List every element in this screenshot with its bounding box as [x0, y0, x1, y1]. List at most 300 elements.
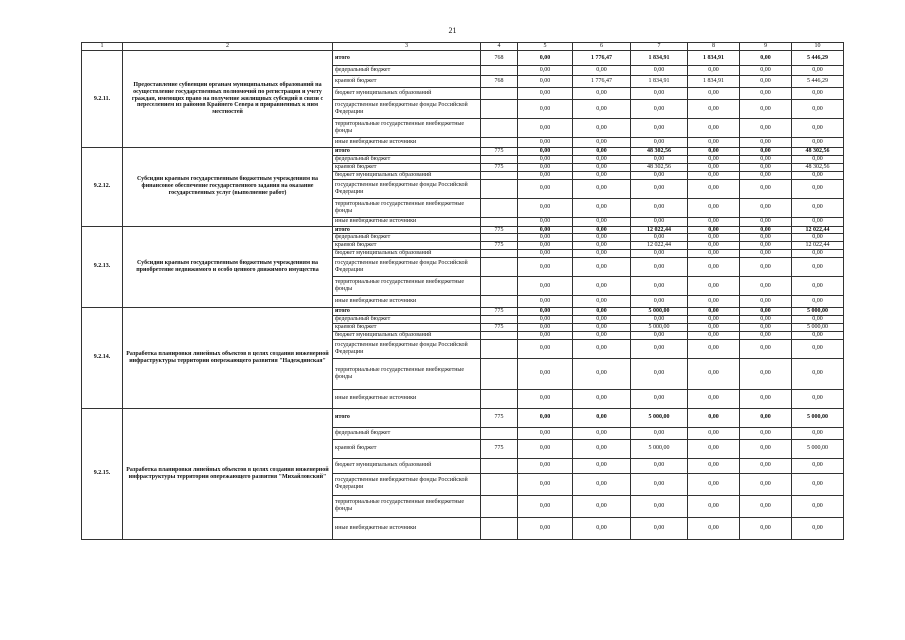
value-cell: 0,00: [688, 389, 740, 408]
value-cell: 0,00: [688, 277, 740, 296]
budget-code: [481, 316, 518, 324]
value-cell: 0,00: [518, 88, 573, 100]
value-cell: 0,00: [740, 242, 792, 250]
value-cell: 0,00: [740, 358, 792, 389]
value-cell: 1 776,47: [573, 76, 631, 88]
value-cell: 0,00: [518, 171, 573, 179]
value-cell: 0,00: [740, 138, 792, 148]
value-cell: 0,00: [688, 473, 740, 495]
value-cell: 0,00: [740, 51, 792, 66]
value-cell: 0,00: [631, 495, 688, 517]
funding-source: территориальные государственные внебюджетные фонды: [333, 198, 481, 217]
budget-code: 775: [481, 148, 518, 156]
value-cell: 1 776,47: [573, 51, 631, 66]
funding-source: краевой бюджет: [333, 163, 481, 171]
value-cell: 0,00: [573, 234, 631, 242]
value-cell: 0,00: [740, 389, 792, 408]
value-cell: 5 446,29: [792, 76, 844, 88]
budget-code: 768: [481, 51, 518, 66]
value-cell: 0,00: [573, 277, 631, 296]
value-cell: 0,00: [792, 258, 844, 277]
value-cell: 0,00: [573, 88, 631, 100]
budget-code: [481, 358, 518, 389]
value-cell: 0,00: [573, 226, 631, 234]
funding-source: иные внебюджетные источники: [333, 517, 481, 539]
value-cell: 0,00: [740, 88, 792, 100]
value-cell: 0,00: [688, 408, 740, 427]
item-name: Субсидии краевым государственным бюджетным учреждениям на приобретение недвижимого и особо ценного движимого имущества: [123, 226, 333, 308]
value-cell: 0,00: [573, 258, 631, 277]
budget-code: [481, 100, 518, 119]
value-cell: 0,00: [631, 66, 688, 76]
funding-source: государственные внебюджетные фонды Российской Федерации: [333, 339, 481, 358]
value-cell: 0,00: [792, 198, 844, 217]
value-cell: 0,00: [631, 198, 688, 217]
value-cell: 0,00: [740, 495, 792, 517]
funding-source: итого: [333, 51, 481, 66]
value-cell: 48 302,56: [792, 163, 844, 171]
table-body: [82, 51, 844, 540]
item-name: Разработка планировки линейных объектов в целях создания инженерной инфраструктуры территории опережающего развития "Надеждинская": [123, 308, 333, 409]
value-cell: 0,00: [740, 408, 792, 427]
funding-source: федеральный бюджет: [333, 427, 481, 439]
value-cell: 0,00: [792, 250, 844, 258]
value-cell: 0,00: [740, 217, 792, 226]
budget-code: 775: [481, 242, 518, 250]
value-cell: 0,00: [518, 296, 573, 308]
value-cell: 5 000,00: [631, 439, 688, 458]
value-cell: 0,00: [631, 517, 688, 539]
value-cell: 0,00: [573, 331, 631, 339]
funding-source: итого: [333, 148, 481, 156]
value-cell: 0,00: [631, 358, 688, 389]
value-cell: 0,00: [631, 427, 688, 439]
value-cell: 0,00: [518, 408, 573, 427]
value-cell: 5 000,00: [631, 408, 688, 427]
item-number: 9.2.14.: [82, 308, 123, 409]
value-cell: 0,00: [631, 331, 688, 339]
value-cell: 0,00: [573, 323, 631, 331]
funding-source: бюджет муниципальных образований: [333, 458, 481, 473]
value-cell: 0,00: [573, 408, 631, 427]
table-row: [82, 51, 844, 66]
value-cell: 12 022,44: [631, 242, 688, 250]
value-cell: 0,00: [740, 427, 792, 439]
value-cell: 0,00: [518, 389, 573, 408]
value-cell: 5 000,00: [631, 308, 688, 316]
value-cell: 0,00: [688, 163, 740, 171]
value-cell: 0,00: [792, 88, 844, 100]
value-cell: 0,00: [688, 323, 740, 331]
value-cell: 0,00: [631, 316, 688, 324]
value-cell: 12 022,44: [792, 242, 844, 250]
value-cell: 1 834,91: [688, 51, 740, 66]
table-row: [82, 148, 844, 156]
budget-code: [481, 277, 518, 296]
funding-source: иные внебюджетные источники: [333, 138, 481, 148]
funding-source: итого: [333, 408, 481, 427]
budget-code: [481, 88, 518, 100]
value-cell: 0,00: [631, 100, 688, 119]
value-cell: 0,00: [518, 427, 573, 439]
value-cell: 0,00: [573, 198, 631, 217]
value-cell: 0,00: [573, 427, 631, 439]
value-cell: 0,00: [688, 458, 740, 473]
budget-code: [481, 155, 518, 163]
header-cell: 8: [688, 43, 740, 51]
value-cell: 0,00: [740, 179, 792, 198]
value-cell: 0,00: [688, 250, 740, 258]
value-cell: 0,00: [631, 171, 688, 179]
value-cell: 0,00: [573, 358, 631, 389]
value-cell: 0,00: [740, 100, 792, 119]
header-cell: 3: [333, 43, 481, 51]
funding-source: бюджет муниципальных образований: [333, 331, 481, 339]
header-cell: 2: [123, 43, 333, 51]
budget-code: [481, 234, 518, 242]
value-cell: 0,00: [688, 171, 740, 179]
value-cell: 0,00: [792, 427, 844, 439]
budget-code: [481, 473, 518, 495]
value-cell: 0,00: [688, 179, 740, 198]
value-cell: 0,00: [573, 217, 631, 226]
value-cell: 0,00: [518, 323, 573, 331]
value-cell: 0,00: [688, 339, 740, 358]
value-cell: 0,00: [792, 277, 844, 296]
value-cell: 0,00: [688, 198, 740, 217]
value-cell: 0,00: [573, 389, 631, 408]
value-cell: 0,00: [518, 100, 573, 119]
value-cell: 0,00: [792, 389, 844, 408]
funding-source: иные внебюджетные источники: [333, 389, 481, 408]
value-cell: 0,00: [792, 473, 844, 495]
value-cell: 0,00: [573, 148, 631, 156]
value-cell: 0,00: [518, 473, 573, 495]
value-cell: 0,00: [573, 155, 631, 163]
value-cell: 0,00: [631, 458, 688, 473]
value-cell: 0,00: [518, 66, 573, 76]
funding-source: краевой бюджет: [333, 439, 481, 458]
value-cell: 0,00: [518, 250, 573, 258]
budget-code: [481, 427, 518, 439]
value-cell: 0,00: [792, 171, 844, 179]
value-cell: 0,00: [792, 138, 844, 148]
value-cell: 0,00: [518, 258, 573, 277]
funding-source: иные внебюджетные источники: [333, 296, 481, 308]
budget-code: 768: [481, 76, 518, 88]
value-cell: 0,00: [792, 458, 844, 473]
header-cell: 5: [518, 43, 573, 51]
value-cell: 0,00: [518, 148, 573, 156]
value-cell: 0,00: [688, 517, 740, 539]
value-cell: 48 302,56: [631, 163, 688, 171]
value-cell: 0,00: [740, 155, 792, 163]
value-cell: 0,00: [740, 296, 792, 308]
value-cell: 0,00: [740, 148, 792, 156]
value-cell: 0,00: [688, 296, 740, 308]
value-cell: 0,00: [740, 277, 792, 296]
value-cell: 0,00: [792, 331, 844, 339]
value-cell: 0,00: [573, 100, 631, 119]
value-cell: 0,00: [631, 389, 688, 408]
value-cell: 0,00: [792, 296, 844, 308]
value-cell: 0,00: [631, 250, 688, 258]
value-cell: 0,00: [573, 171, 631, 179]
value-cell: 0,00: [518, 179, 573, 198]
value-cell: 0,00: [573, 316, 631, 324]
value-cell: 0,00: [740, 517, 792, 539]
funding-source: краевой бюджет: [333, 242, 481, 250]
funding-source: государственные внебюджетные фонды Российской Федерации: [333, 258, 481, 277]
value-cell: 0,00: [631, 339, 688, 358]
value-cell: 0,00: [518, 119, 573, 138]
value-cell: 0,00: [573, 296, 631, 308]
value-cell: 0,00: [518, 234, 573, 242]
value-cell: 0,00: [688, 100, 740, 119]
value-cell: 0,00: [792, 66, 844, 76]
budget-code: 775: [481, 308, 518, 316]
funding-source: федеральный бюджет: [333, 66, 481, 76]
value-cell: 0,00: [518, 163, 573, 171]
value-cell: 0,00: [573, 517, 631, 539]
value-cell: 0,00: [573, 308, 631, 316]
budget-code: [481, 296, 518, 308]
value-cell: 0,00: [518, 155, 573, 163]
funding-source: территориальные государственные внебюджетные фонды: [333, 277, 481, 296]
value-cell: 0,00: [688, 226, 740, 234]
budget-code: [481, 138, 518, 148]
value-cell: 0,00: [518, 138, 573, 148]
value-cell: 0,00: [688, 217, 740, 226]
item-name: Разработка планировки линейных объектов в целях создания инженерной инфраструктуры территории опережающего развития "Михайловский": [123, 408, 333, 539]
value-cell: 0,00: [740, 119, 792, 138]
value-cell: 0,00: [688, 258, 740, 277]
value-cell: 0,00: [740, 339, 792, 358]
funding-source: государственные внебюджетные фонды Российской Федерации: [333, 100, 481, 119]
value-cell: 0,00: [740, 308, 792, 316]
value-cell: 0,00: [688, 148, 740, 156]
header-cell: 4: [481, 43, 518, 51]
header-cell: 6: [573, 43, 631, 51]
value-cell: 0,00: [792, 495, 844, 517]
value-cell: 0,00: [792, 358, 844, 389]
funding-source: федеральный бюджет: [333, 316, 481, 324]
value-cell: 0,00: [573, 163, 631, 171]
value-cell: 48 302,56: [631, 148, 688, 156]
value-cell: 5 000,00: [792, 323, 844, 331]
funding-source: территориальные государственные внебюджетные фонды: [333, 358, 481, 389]
funding-source: федеральный бюджет: [333, 234, 481, 242]
value-cell: 0,00: [688, 427, 740, 439]
budget-code: [481, 198, 518, 217]
item-number: 9.2.12.: [82, 148, 123, 227]
funding-source: краевой бюджет: [333, 323, 481, 331]
value-cell: 0,00: [740, 458, 792, 473]
value-cell: 0,00: [573, 242, 631, 250]
header-cell: 9: [740, 43, 792, 51]
funding-source: территориальные государственные внебюджетные фонды: [333, 119, 481, 138]
funding-source: бюджет муниципальных образований: [333, 88, 481, 100]
value-cell: 0,00: [792, 119, 844, 138]
budget-code: [481, 66, 518, 76]
value-cell: 0,00: [518, 76, 573, 88]
value-cell: 0,00: [518, 339, 573, 358]
value-cell: 1 834,91: [688, 76, 740, 88]
value-cell: 12 022,44: [792, 226, 844, 234]
value-cell: 0,00: [518, 458, 573, 473]
value-cell: 0,00: [518, 358, 573, 389]
value-cell: 0,00: [740, 331, 792, 339]
value-cell: 0,00: [688, 155, 740, 163]
value-cell: 0,00: [688, 119, 740, 138]
item-name: Субсидии краевым государственным бюджетным учреждениям на финансовое обеспечение государственного задания на оказание государственных услуг (выполнение работ): [123, 148, 333, 227]
value-cell: 0,00: [792, 179, 844, 198]
value-cell: 0,00: [792, 234, 844, 242]
value-cell: 5 000,00: [792, 408, 844, 427]
budget-code: [481, 517, 518, 539]
value-cell: 0,00: [631, 138, 688, 148]
budget-table: [81, 42, 844, 540]
value-cell: 0,00: [740, 198, 792, 217]
value-cell: 0,00: [740, 473, 792, 495]
value-cell: 5 000,00: [792, 439, 844, 458]
budget-code: [481, 119, 518, 138]
value-cell: 1 834,91: [631, 51, 688, 66]
value-cell: 0,00: [573, 250, 631, 258]
value-cell: 0,00: [573, 495, 631, 517]
value-cell: 0,00: [518, 277, 573, 296]
value-cell: 0,00: [518, 217, 573, 226]
value-cell: 0,00: [631, 296, 688, 308]
page-number: 21: [448, 26, 457, 35]
budget-code: [481, 495, 518, 517]
header-cell: 1: [82, 43, 123, 51]
budget-code: 775: [481, 226, 518, 234]
value-cell: 0,00: [688, 242, 740, 250]
value-cell: 0,00: [792, 339, 844, 358]
budget-code: [481, 389, 518, 408]
value-cell: 0,00: [792, 316, 844, 324]
item-name: Предоставление субвенции органам муниципальных образований на осуществление государственных полномочий по регистрации и учету граждан, имеющих право на получение жилищных субсидий в связи с переселением из районов Крайнего Севера и приравненных к ним местностей: [123, 51, 333, 148]
value-cell: 0,00: [740, 439, 792, 458]
value-cell: 0,00: [740, 250, 792, 258]
header-row: [82, 43, 844, 51]
value-cell: 0,00: [573, 439, 631, 458]
value-cell: 0,00: [518, 51, 573, 66]
value-cell: 0,00: [792, 155, 844, 163]
value-cell: 0,00: [573, 138, 631, 148]
value-cell: 12 022,44: [631, 226, 688, 234]
item-number: 9.2.15.: [82, 408, 123, 539]
value-cell: 0,00: [740, 226, 792, 234]
value-cell: 0,00: [573, 119, 631, 138]
value-cell: 0,00: [740, 76, 792, 88]
budget-code: [481, 171, 518, 179]
value-cell: 0,00: [688, 88, 740, 100]
value-cell: 0,00: [631, 277, 688, 296]
value-cell: 0,00: [688, 138, 740, 148]
value-cell: 0,00: [688, 495, 740, 517]
budget-code: [481, 250, 518, 258]
funding-source: краевой бюджет: [333, 76, 481, 88]
budget-code: 775: [481, 323, 518, 331]
value-cell: 0,00: [631, 258, 688, 277]
value-cell: 0,00: [740, 234, 792, 242]
value-cell: 0,00: [688, 234, 740, 242]
table-row: [82, 226, 844, 234]
value-cell: 0,00: [740, 171, 792, 179]
value-cell: 0,00: [573, 473, 631, 495]
value-cell: 0,00: [518, 316, 573, 324]
value-cell: 0,00: [688, 331, 740, 339]
value-cell: 0,00: [740, 316, 792, 324]
budget-code: [481, 331, 518, 339]
value-cell: 0,00: [573, 66, 631, 76]
value-cell: 0,00: [518, 226, 573, 234]
value-cell: 0,00: [688, 316, 740, 324]
value-cell: 0,00: [688, 439, 740, 458]
budget-code: [481, 458, 518, 473]
value-cell: 0,00: [518, 308, 573, 316]
value-cell: 0,00: [688, 358, 740, 389]
funding-source: бюджет муниципальных образований: [333, 171, 481, 179]
value-cell: 0,00: [688, 308, 740, 316]
item-number: 9.2.11.: [82, 51, 123, 148]
value-cell: 5 000,00: [631, 323, 688, 331]
table-row: [82, 308, 844, 316]
value-cell: 48 302,56: [792, 148, 844, 156]
value-cell: 0,00: [518, 198, 573, 217]
value-cell: 0,00: [740, 323, 792, 331]
value-cell: 0,00: [631, 179, 688, 198]
value-cell: 0,00: [792, 100, 844, 119]
value-cell: 0,00: [792, 517, 844, 539]
value-cell: 0,00: [631, 119, 688, 138]
value-cell: 0,00: [631, 217, 688, 226]
budget-code: [481, 217, 518, 226]
value-cell: 0,00: [740, 163, 792, 171]
value-cell: 0,00: [573, 339, 631, 358]
item-number: 9.2.13.: [82, 226, 123, 308]
value-cell: 0,00: [518, 242, 573, 250]
budget-code: [481, 339, 518, 358]
value-cell: 0,00: [573, 458, 631, 473]
funding-source: итого: [333, 308, 481, 316]
budget-code: [481, 179, 518, 198]
funding-source: государственные внебюджетные фонды Российской Федерации: [333, 473, 481, 495]
budget-code: 775: [481, 439, 518, 458]
budget-code: 775: [481, 163, 518, 171]
value-cell: 0,00: [688, 66, 740, 76]
budget-code: 775: [481, 408, 518, 427]
funding-source: иные внебюджетные источники: [333, 217, 481, 226]
funding-source: федеральный бюджет: [333, 155, 481, 163]
table-row: [82, 408, 844, 427]
budget-code: [481, 258, 518, 277]
value-cell: 1 834,91: [631, 76, 688, 88]
value-cell: 0,00: [518, 331, 573, 339]
value-cell: 0,00: [573, 179, 631, 198]
funding-source: государственные внебюджетные фонды Российской Федерации: [333, 179, 481, 198]
value-cell: 0,00: [740, 66, 792, 76]
value-cell: 5 446,29: [792, 51, 844, 66]
value-cell: 0,00: [631, 155, 688, 163]
value-cell: 0,00: [631, 234, 688, 242]
value-cell: 0,00: [792, 217, 844, 226]
funding-source: территориальные государственные внебюджетные фонды: [333, 495, 481, 517]
header-cell: 10: [792, 43, 844, 51]
funding-source: итого: [333, 226, 481, 234]
